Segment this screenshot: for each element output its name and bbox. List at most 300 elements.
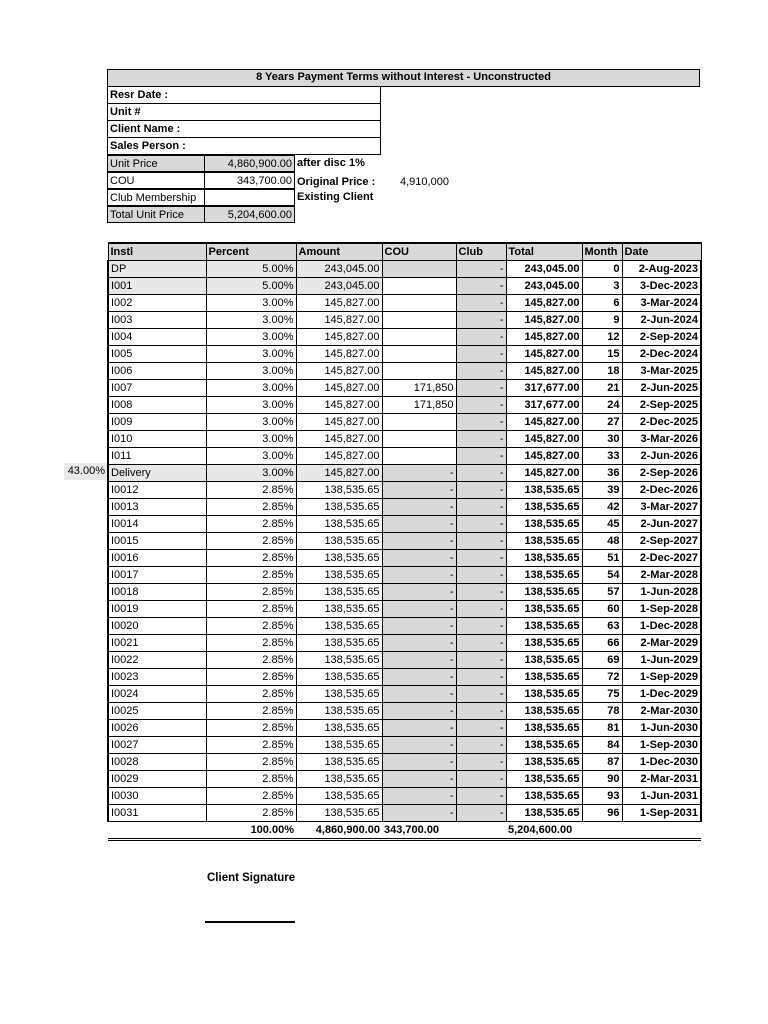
cell-date: 3-Mar-2025 <box>622 363 701 380</box>
cell-month: 3 <box>582 278 622 295</box>
cell-date: 2-Aug-2023 <box>622 261 701 278</box>
cell-percent: 2.85% <box>206 601 296 618</box>
sales-person-field: Sales Person : <box>107 138 381 155</box>
cell-total: 145,827.00 <box>506 329 582 346</box>
cell-total: 138,535.65 <box>506 771 582 788</box>
cell-amount: 138,535.65 <box>296 703 382 720</box>
cell-date: 2-Sep-2025 <box>622 397 701 414</box>
header-cou: COU <box>382 243 456 261</box>
cell-total: 138,535.65 <box>506 482 582 499</box>
cell-instl: I0015 <box>108 533 206 550</box>
cell-amount: 145,827.00 <box>296 397 382 414</box>
cell-total: 145,827.00 <box>506 363 582 380</box>
table-row <box>108 652 701 669</box>
cell-percent: 2.85% <box>206 771 296 788</box>
cell-club: - <box>456 805 506 822</box>
cell-cou: - <box>382 805 456 822</box>
cell-percent: 3.00% <box>206 448 296 465</box>
header-club: Club <box>456 243 506 261</box>
cell-club: - <box>456 584 506 601</box>
cell-club: - <box>456 397 506 414</box>
cell-amount: 138,535.65 <box>296 788 382 805</box>
cell-percent: 2.85% <box>206 686 296 703</box>
cell-amount: 138,535.65 <box>296 771 382 788</box>
cell-total: 145,827.00 <box>506 312 582 329</box>
cell-date: 3-Dec-2023 <box>622 278 701 295</box>
cell-amount: 145,827.00 <box>296 329 382 346</box>
cell-amount: 138,535.65 <box>296 482 382 499</box>
table-row <box>108 295 701 312</box>
cell-total: 138,535.65 <box>506 737 582 754</box>
cell-total: 138,535.65 <box>506 669 582 686</box>
club-membership-label: Club Membership <box>107 189 205 206</box>
cell-amount: 138,535.65 <box>296 550 382 567</box>
cell-cou: 171,850 <box>382 380 456 397</box>
cell-instl: I0023 <box>108 669 206 686</box>
cell-cou: - <box>382 567 456 584</box>
cell-month: 96 <box>582 805 622 822</box>
cell-instl: I0021 <box>108 635 206 652</box>
cell-instl: I010 <box>108 431 206 448</box>
cell-club: - <box>456 465 506 482</box>
cell-club: - <box>456 533 506 550</box>
cell-instl: I005 <box>108 346 206 363</box>
total-instl <box>108 822 206 840</box>
cell-instl: I007 <box>108 380 206 397</box>
cell-date: 3-Mar-2027 <box>622 499 701 516</box>
cell-date: 1-Jun-2028 <box>622 584 701 601</box>
cell-cou: - <box>382 516 456 533</box>
table-row <box>108 397 701 414</box>
cell-date: 1-Dec-2029 <box>622 686 701 703</box>
cell-month: 90 <box>582 771 622 788</box>
cell-amount: 138,535.65 <box>296 499 382 516</box>
cell-instl: I0018 <box>108 584 206 601</box>
total-cou: 343,700.00 <box>382 822 456 840</box>
header-date: Date <box>622 243 701 261</box>
table-row <box>108 465 701 482</box>
cell-date: 2-Jun-2024 <box>622 312 701 329</box>
table-row <box>108 533 701 550</box>
cell-instl: I0031 <box>108 805 206 822</box>
cell-club: - <box>456 295 506 312</box>
cell-month: 9 <box>582 312 622 329</box>
table-row <box>108 482 701 499</box>
cell-cou: - <box>382 465 456 482</box>
cell-amount: 145,827.00 <box>296 431 382 448</box>
cou-label: COU <box>107 172 205 189</box>
table-row <box>108 720 701 737</box>
cell-amount: 138,535.65 <box>296 601 382 618</box>
cell-club: - <box>456 618 506 635</box>
cell-percent: 2.85% <box>206 669 296 686</box>
cell-cou <box>382 295 456 312</box>
total-total: 5,204,600.00 <box>506 822 582 840</box>
cell-total: 138,535.65 <box>506 754 582 771</box>
cell-cou: - <box>382 669 456 686</box>
cell-club: - <box>456 703 506 720</box>
cell-percent: 3.00% <box>206 329 296 346</box>
cell-total: 138,535.65 <box>506 516 582 533</box>
cell-percent: 2.85% <box>206 720 296 737</box>
table-row <box>108 601 701 618</box>
cell-amount: 138,535.65 <box>296 533 382 550</box>
total-amount: 4,860,900.00 <box>296 822 382 840</box>
cell-total: 138,535.65 <box>506 635 582 652</box>
cell-club: - <box>456 261 506 278</box>
cell-amount: 138,535.65 <box>296 516 382 533</box>
cell-club: - <box>456 601 506 618</box>
cell-date: 2-Mar-2030 <box>622 703 701 720</box>
cell-date: 3-Mar-2024 <box>622 295 701 312</box>
cell-club: - <box>456 754 506 771</box>
cell-cou <box>382 312 456 329</box>
cell-cou <box>382 448 456 465</box>
original-price-value: 4,910,000 <box>400 176 449 188</box>
cell-total: 138,535.65 <box>506 720 582 737</box>
cell-cou: - <box>382 771 456 788</box>
cell-instl: I004 <box>108 329 206 346</box>
table-row <box>108 278 701 295</box>
cell-date: 1-Jun-2030 <box>622 720 701 737</box>
cell-amount: 138,535.65 <box>296 754 382 771</box>
cell-month: 54 <box>582 567 622 584</box>
total-date <box>622 822 701 840</box>
cell-instl: I0014 <box>108 516 206 533</box>
cell-month: 72 <box>582 669 622 686</box>
cell-cou: - <box>382 788 456 805</box>
cell-total: 138,535.65 <box>506 567 582 584</box>
cell-date: 2-Dec-2024 <box>622 346 701 363</box>
cell-month: 93 <box>582 788 622 805</box>
cell-month: 24 <box>582 397 622 414</box>
cell-percent: 2.85% <box>206 499 296 516</box>
cell-cou: - <box>382 703 456 720</box>
table-row <box>108 329 701 346</box>
cell-amount: 145,827.00 <box>296 312 382 329</box>
cell-instl: I0020 <box>108 618 206 635</box>
cell-amount: 138,535.65 <box>296 686 382 703</box>
after-discount-note: after disc 1% <box>297 157 365 169</box>
total-club <box>456 822 506 840</box>
cell-month: 6 <box>582 295 622 312</box>
table-row <box>108 635 701 652</box>
cell-club: - <box>456 635 506 652</box>
cell-total: 243,045.00 <box>506 278 582 295</box>
cell-club: - <box>456 431 506 448</box>
table-row <box>108 788 701 805</box>
cell-total: 138,535.65 <box>506 550 582 567</box>
cell-percent: 2.85% <box>206 703 296 720</box>
cell-percent: 2.85% <box>206 584 296 601</box>
cell-percent: 2.85% <box>206 618 296 635</box>
cell-instl: I0017 <box>108 567 206 584</box>
header-percent: Percent <box>206 243 296 261</box>
cell-month: 60 <box>582 601 622 618</box>
cell-club: - <box>456 380 506 397</box>
table-row <box>108 499 701 516</box>
cell-cou: - <box>382 652 456 669</box>
existing-client-note: Existing Client <box>297 191 374 203</box>
cell-percent: 2.85% <box>206 516 296 533</box>
table-row <box>108 448 701 465</box>
cell-cou: - <box>382 754 456 771</box>
cell-club: - <box>456 788 506 805</box>
cell-date: 2-Dec-2026 <box>622 482 701 499</box>
club-membership-value <box>205 189 295 206</box>
cell-amount: 138,535.65 <box>296 567 382 584</box>
cell-club: - <box>456 346 506 363</box>
table-row <box>108 805 701 822</box>
cell-month: 51 <box>582 550 622 567</box>
cell-date: 1-Sep-2031 <box>622 805 701 822</box>
cell-month: 63 <box>582 618 622 635</box>
cell-club: - <box>456 652 506 669</box>
cell-amount: 145,827.00 <box>296 346 382 363</box>
cell-instl: I006 <box>108 363 206 380</box>
cell-total: 138,535.65 <box>506 805 582 822</box>
cell-date: 1-Dec-2028 <box>622 618 701 635</box>
cell-date: 1-Dec-2030 <box>622 754 701 771</box>
payment-schedule-table <box>107 242 702 841</box>
cell-instl: I0016 <box>108 550 206 567</box>
cell-month: 36 <box>582 465 622 482</box>
cell-instl: I0025 <box>108 703 206 720</box>
cell-cou: - <box>382 499 456 516</box>
cell-instl: I0012 <box>108 482 206 499</box>
table-row <box>108 516 701 533</box>
cell-amount: 138,535.65 <box>296 805 382 822</box>
cell-date: 2-Dec-2025 <box>622 414 701 431</box>
cell-month: 15 <box>582 346 622 363</box>
cell-total: 243,045.00 <box>506 261 582 278</box>
cell-instl: I0026 <box>108 720 206 737</box>
table-row <box>108 431 701 448</box>
cell-amount: 138,535.65 <box>296 737 382 754</box>
cell-cou <box>382 329 456 346</box>
cell-month: 75 <box>582 686 622 703</box>
cell-total: 138,535.65 <box>506 499 582 516</box>
cell-instl: I0024 <box>108 686 206 703</box>
cell-cou: - <box>382 618 456 635</box>
cell-amount: 145,827.00 <box>296 414 382 431</box>
cell-date: 2-Sep-2027 <box>622 533 701 550</box>
cell-total: 145,827.00 <box>506 431 582 448</box>
cell-instl: I0030 <box>108 788 206 805</box>
cell-instl: I008 <box>108 397 206 414</box>
cell-amount: 243,045.00 <box>296 261 382 278</box>
cell-club: - <box>456 567 506 584</box>
cell-percent: 3.00% <box>206 465 296 482</box>
cell-date: 2-Mar-2031 <box>622 771 701 788</box>
cell-percent: 2.85% <box>206 550 296 567</box>
cell-percent: 3.00% <box>206 363 296 380</box>
cell-percent: 2.85% <box>206 788 296 805</box>
cell-month: 48 <box>582 533 622 550</box>
table-row <box>108 261 701 278</box>
cell-total: 138,535.65 <box>506 533 582 550</box>
cell-total: 145,827.00 <box>506 448 582 465</box>
table-row <box>108 737 701 754</box>
cell-date: 1-Sep-2029 <box>622 669 701 686</box>
cell-amount: 138,535.65 <box>296 618 382 635</box>
cell-cou: - <box>382 482 456 499</box>
header-amount: Amount <box>296 243 382 261</box>
cell-date: 2-Jun-2025 <box>622 380 701 397</box>
cell-club: - <box>456 363 506 380</box>
cell-club: - <box>456 278 506 295</box>
cell-amount: 145,827.00 <box>296 465 382 482</box>
cell-cou: - <box>382 686 456 703</box>
cell-total: 138,535.65 <box>506 618 582 635</box>
cell-cou <box>382 278 456 295</box>
cell-month: 87 <box>582 754 622 771</box>
cell-percent: 2.85% <box>206 482 296 499</box>
cell-percent: 3.00% <box>206 346 296 363</box>
cell-month: 66 <box>582 635 622 652</box>
cou-value: 343,700.00 <box>205 172 295 189</box>
cell-month: 45 <box>582 516 622 533</box>
cell-amount: 138,535.65 <box>296 584 382 601</box>
cell-percent: 2.85% <box>206 805 296 822</box>
cell-date: 3-Mar-2026 <box>622 431 701 448</box>
cell-amount: 145,827.00 <box>296 363 382 380</box>
cell-total: 138,535.65 <box>506 652 582 669</box>
header-month: Month <box>582 243 622 261</box>
cell-amount: 145,827.00 <box>296 380 382 397</box>
cell-month: 39 <box>582 482 622 499</box>
cell-total: 317,677.00 <box>506 397 582 414</box>
unit-number-field: Unit # <box>107 104 381 121</box>
table-row <box>108 669 701 686</box>
cell-month: 57 <box>582 584 622 601</box>
cell-club: - <box>456 482 506 499</box>
cell-total: 145,827.00 <box>506 295 582 312</box>
cell-month: 21 <box>582 380 622 397</box>
cell-instl: I0027 <box>108 737 206 754</box>
cell-date: 2-Sep-2026 <box>622 465 701 482</box>
cell-amount: 145,827.00 <box>296 448 382 465</box>
cell-month: 81 <box>582 720 622 737</box>
table-row <box>108 550 701 567</box>
cell-month: 69 <box>582 652 622 669</box>
cell-total: 145,827.00 <box>506 465 582 482</box>
cell-month: 27 <box>582 414 622 431</box>
cell-date: 1-Jun-2031 <box>622 788 701 805</box>
cell-instl: I009 <box>108 414 206 431</box>
cell-percent: 3.00% <box>206 414 296 431</box>
header-total: Total <box>506 243 582 261</box>
cell-amount: 138,535.65 <box>296 720 382 737</box>
table-row <box>108 380 701 397</box>
cell-cou: - <box>382 550 456 567</box>
cell-amount: 243,045.00 <box>296 278 382 295</box>
cell-total: 145,827.00 <box>506 414 582 431</box>
cell-instl: I011 <box>108 448 206 465</box>
cell-total: 138,535.65 <box>506 686 582 703</box>
cell-instl: I0013 <box>108 499 206 516</box>
table-row <box>108 363 701 380</box>
table-row <box>108 567 701 584</box>
cell-total: 138,535.65 <box>506 703 582 720</box>
cell-club: - <box>456 516 506 533</box>
table-row <box>108 686 701 703</box>
table-row <box>108 584 701 601</box>
cell-cou: - <box>382 737 456 754</box>
cell-percent: 2.85% <box>206 737 296 754</box>
cell-percent: 3.00% <box>206 295 296 312</box>
cell-date: 1-Jun-2029 <box>622 652 701 669</box>
cell-club: - <box>456 737 506 754</box>
cell-cou: - <box>382 720 456 737</box>
cell-amount: 145,827.00 <box>296 295 382 312</box>
cell-date: 2-Jun-2027 <box>622 516 701 533</box>
cell-club: - <box>456 499 506 516</box>
original-price-label: Original Price : <box>297 176 376 188</box>
unit-price-value: 4,860,900.00 <box>205 155 295 172</box>
cell-total: 145,827.00 <box>506 346 582 363</box>
table-row <box>108 754 701 771</box>
cell-cou <box>382 346 456 363</box>
cell-month: 18 <box>582 363 622 380</box>
table-row <box>108 312 701 329</box>
cell-month: 0 <box>582 261 622 278</box>
cell-percent: 2.85% <box>206 652 296 669</box>
cell-cou: - <box>382 635 456 652</box>
table-row <box>108 346 701 363</box>
cell-percent: 2.85% <box>206 635 296 652</box>
cell-percent: 3.00% <box>206 312 296 329</box>
cell-percent: 5.00% <box>206 261 296 278</box>
table-header-row <box>108 243 701 261</box>
cell-amount: 138,535.65 <box>296 669 382 686</box>
cell-total: 138,535.65 <box>506 584 582 601</box>
cell-date: 2-Sep-2024 <box>622 329 701 346</box>
cell-percent: 5.00% <box>206 278 296 295</box>
cell-month: 33 <box>582 448 622 465</box>
total-unit-price-value: 5,204,600.00 <box>205 206 295 223</box>
cell-cou <box>382 414 456 431</box>
cell-month: 42 <box>582 499 622 516</box>
cell-percent: 3.00% <box>206 431 296 448</box>
cell-date: 2-Jun-2026 <box>622 448 701 465</box>
cell-instl: I0019 <box>108 601 206 618</box>
cell-month: 84 <box>582 737 622 754</box>
signature-line <box>205 921 295 923</box>
cell-percent: 2.85% <box>206 533 296 550</box>
cell-month: 78 <box>582 703 622 720</box>
cell-club: - <box>456 720 506 737</box>
cell-cou <box>382 363 456 380</box>
cell-percent: 2.85% <box>206 754 296 771</box>
cell-percent: 2.85% <box>206 567 296 584</box>
table-row <box>108 771 701 788</box>
cell-total: 138,535.65 <box>506 601 582 618</box>
cell-amount: 138,535.65 <box>296 652 382 669</box>
table-row <box>108 703 701 720</box>
cell-cou <box>382 431 456 448</box>
cell-instl: I0029 <box>108 771 206 788</box>
cell-instl: I002 <box>108 295 206 312</box>
header-instl: Instl <box>108 243 206 261</box>
client-signature-label: Client Signature <box>207 872 296 884</box>
cell-club: - <box>456 448 506 465</box>
table-row <box>108 618 701 635</box>
cell-date: 2-Mar-2028 <box>622 567 701 584</box>
totals-row <box>108 822 701 840</box>
cell-cou: - <box>382 601 456 618</box>
cell-club: - <box>456 669 506 686</box>
